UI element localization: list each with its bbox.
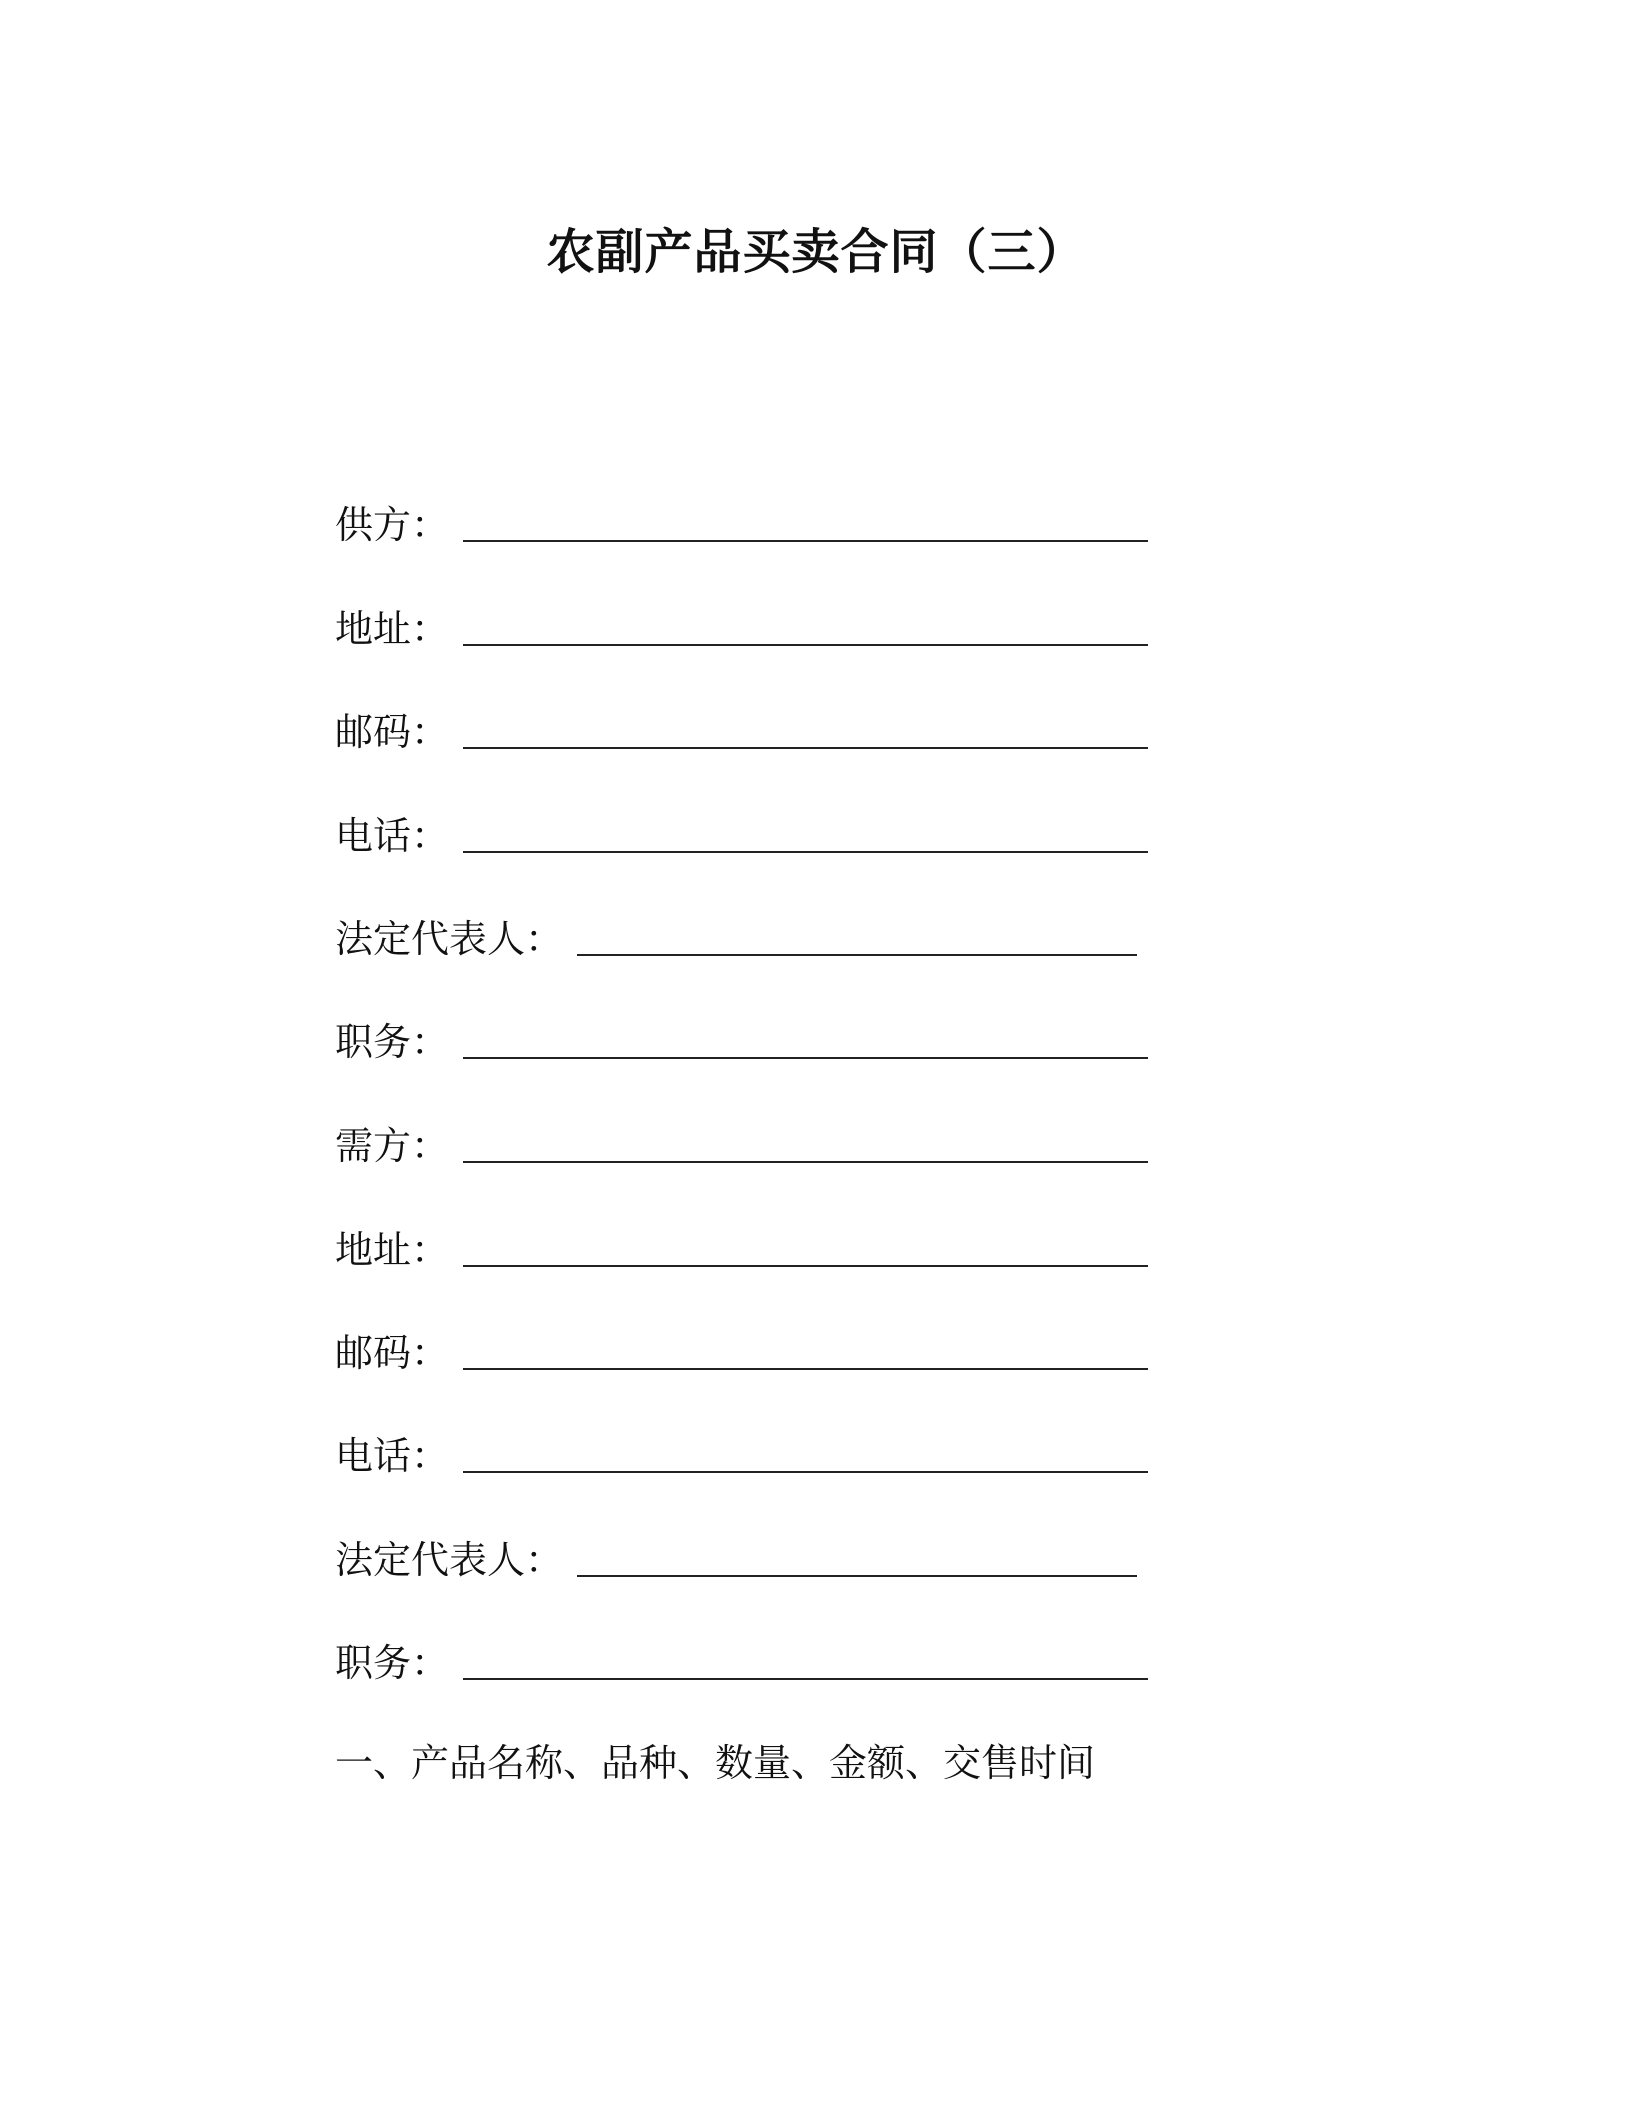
fill-in-blank[interactable]: [577, 1575, 1137, 1577]
field-label: 需方：: [335, 1124, 450, 1168]
buyer-phone-field: [335, 1431, 1148, 1481]
field-label: 邮码：: [335, 710, 450, 754]
supplier-position-field: [335, 1017, 1148, 1067]
fill-in-blank[interactable]: [463, 747, 1148, 749]
fill-in-blank[interactable]: [463, 851, 1148, 853]
buyer-name-field: [335, 1121, 1148, 1171]
field-label: 电话：: [335, 814, 450, 858]
buyer-legal-rep-field: [335, 1535, 1137, 1585]
fill-in-blank[interactable]: [463, 1678, 1148, 1680]
fill-in-blank[interactable]: [463, 1057, 1148, 1059]
buyer-position-field: [335, 1638, 1148, 1688]
fill-in-blank[interactable]: [463, 1471, 1148, 1473]
supplier-legal-rep-field: [335, 914, 1137, 964]
field-label: 地址：: [335, 1228, 450, 1272]
fill-in-blank[interactable]: [463, 1265, 1148, 1267]
page-title: 农副产品买卖合同（三）: [546, 224, 1086, 280]
supplier-name-field: [335, 500, 1148, 550]
field-label: 法定代表人：: [335, 917, 564, 961]
supplier-postcode-field: [335, 707, 1148, 757]
fill-in-blank[interactable]: [463, 540, 1148, 542]
field-label: 地址：: [335, 607, 450, 651]
buyer-address-field: [335, 1225, 1148, 1275]
section-heading: 一、产品名称、品种、数量、金额、交售时间: [335, 1741, 1096, 1785]
supplier-phone-field: [335, 811, 1148, 861]
field-label: 职务：: [335, 1020, 450, 1064]
fill-in-blank[interactable]: [463, 1161, 1148, 1163]
fill-in-blank[interactable]: [463, 1368, 1148, 1370]
field-label: 职务：: [335, 1641, 450, 1685]
buyer-postcode-field: [335, 1328, 1148, 1378]
fill-in-blank[interactable]: [577, 954, 1137, 956]
field-label: 供方：: [335, 503, 450, 547]
field-label: 法定代表人：: [335, 1538, 564, 1582]
field-label: 电话：: [335, 1434, 450, 1478]
field-label: 邮码：: [335, 1331, 450, 1375]
supplier-address-field: [335, 604, 1148, 654]
fill-in-blank[interactable]: [463, 644, 1148, 646]
